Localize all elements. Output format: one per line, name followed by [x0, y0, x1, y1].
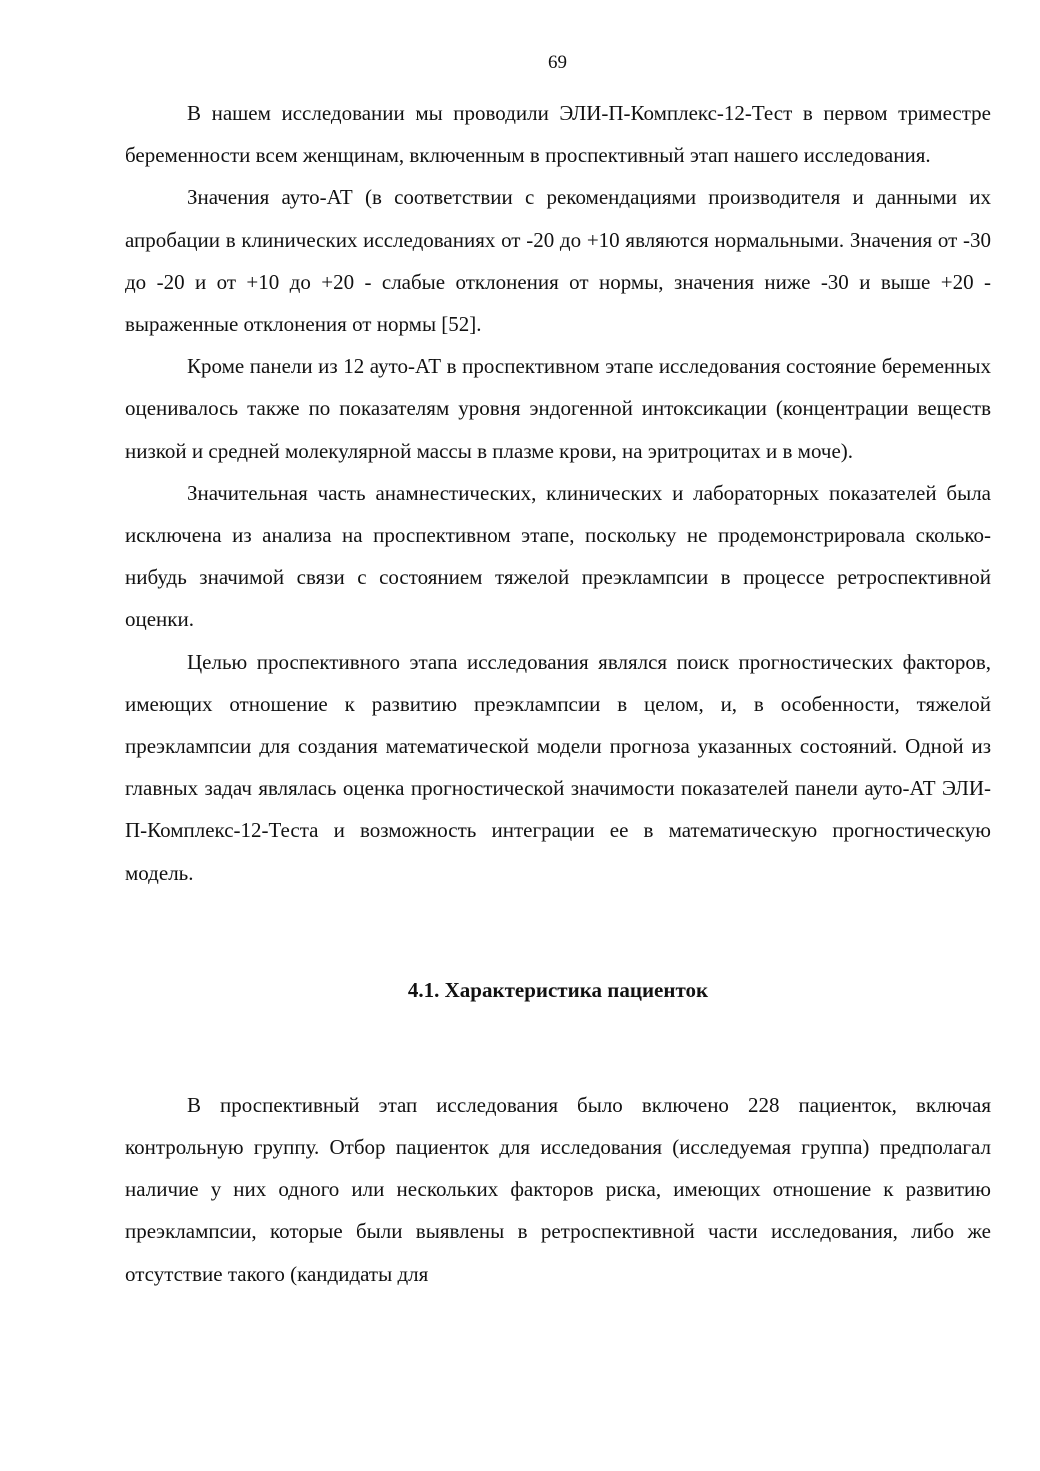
document-body: [125, 92, 991, 1295]
section-heading: 4.1. Характеристика пациенток: [407, 977, 709, 1002]
paragraph: В проспективный этап исследования было включено 228 пациенток, включая контрольную группу. Отбор пациенток для исследования (исследуемая группа) предполагал наличие у них одного или нескольких факторов риска, имеющих отношение к развитию преэклампсии, которые были выявлены в ретроспективной части исследования, либо же отсутствие такого (кандидаты для: [125, 1092, 991, 1286]
paragraph: В нашем исследовании мы проводили ЭЛИ-П-Комплекс-12-Тест в первом триместре беременности всем женщинам, включенным в проспективный этап нашего исследования.: [125, 101, 991, 168]
paragraph: Целью проспективного этапа исследования являлся поиск прогностических факторов, имеющих отношение к развитию преэклампсии в целом, и, в особенности, тяжелой преэклампсии для создания математической модели прогноза указанных состояний. Одной из главных задач являлась оценка прогностической значимости показателей панели ауто-АТ ЭЛИ-П-Комплекс-12-Теста и возможность интеграции ее в математическую прогностическую модель.: [125, 649, 991, 885]
page-number: 69: [548, 52, 567, 73]
paragraph: Кроме панели из 12 ауто-АТ в проспективном этапе исследования состояние беременных оценивалось также по показателям уровня эндогенной интоксикации (концентрации веществ низкой и средней молекулярной массы в плазме крови, на эритроцитах и в моче).: [125, 354, 991, 463]
paragraph: Значительная часть анамнестических, клинических и лабораторных показателей была исключена из анализа на проспективном этапе, поскольку не продемонстрировала сколько-нибудь значимой связи с состоянием тяжелой преэклампсии в процессе ретроспективной оценки.: [125, 480, 991, 632]
paragraph: Значения ауто-АТ (в соответствии с рекомендациями производителя и данными их апробации в клинических исследованиях от -20 до +10 являются нормальными. Значения от -30 до -20 и от +10 до +20 - слабые отклонения от нормы, значения ниже -30 и выше +20 - выраженные отклонения от нормы [52].: [125, 185, 991, 337]
